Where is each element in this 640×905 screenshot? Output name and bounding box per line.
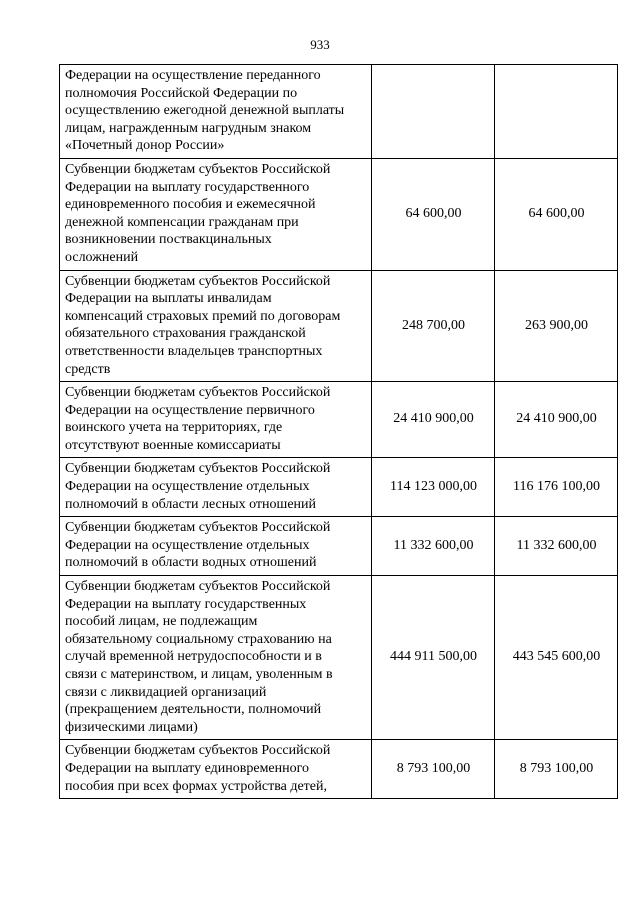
amount-year-2: 24 410 900,00: [495, 382, 618, 458]
description-line: связи с материнством, и лицам, уволенным в: [65, 667, 333, 682]
description-line: «Почетный донор России»: [65, 138, 225, 154]
amount-year-2: 11 332 600,00: [495, 517, 618, 576]
row-description: [60, 158, 372, 270]
budget-table-body: [60, 65, 618, 799]
description-line: случай временной нетрудоспособности и в: [65, 649, 322, 665]
description-line: Субвенции бюджетам субъектов Российской: [65, 461, 331, 477]
table-row: [60, 576, 618, 740]
description-line: (прекращением деятельности, полномочий: [65, 702, 322, 718]
description-line: связи с ликвидацией организаций: [65, 684, 267, 700]
description-line: Субвенции бюджетам субъектов Российской: [65, 161, 331, 177]
table-row: [60, 270, 618, 382]
amount-year-1: 24 410 900,00: [372, 382, 495, 458]
amount-year-2: 116 176 100,00: [495, 458, 618, 517]
description-line: воинского учета на территориях, где: [65, 420, 283, 436]
description-line: ответственности владельцев транспортных: [65, 343, 323, 359]
amount-year-2: 64 600,00: [495, 158, 618, 270]
description-line: Федерации на осуществление переданного: [65, 68, 321, 83]
description-line: пособия при всех формах устройства детей,: [65, 778, 328, 794]
description-line: Федерации на выплату государственного: [65, 179, 310, 195]
budget-table: [59, 64, 618, 799]
description-line: полномочия Российской Федерации по: [65, 85, 298, 101]
description-line: осложнений: [65, 249, 139, 265]
description-line: осуществлению ежегодной денежной выплаты: [65, 103, 345, 119]
table-row: [60, 458, 618, 517]
amount-year-2: 263 900,00: [495, 270, 618, 382]
description-line: обязательному социальному страхованию на: [65, 631, 332, 647]
amount-year-1: 11 332 600,00: [372, 517, 495, 576]
description-line: возникновении поствакцинальных: [65, 232, 272, 248]
description-line: полномочий в области лесных отношений: [65, 496, 317, 512]
amount-year-1: 248 700,00: [372, 270, 495, 382]
description-line: Федерации на осуществление первичного: [65, 402, 315, 418]
table-row: [60, 740, 618, 799]
row-description: [60, 458, 372, 517]
amount-year-1: 444 911 500,00: [372, 576, 495, 740]
amount-year-1: 114 123 000,00: [372, 458, 495, 517]
description-line: Субвенции бюджетам субъектов Российской: [65, 385, 331, 401]
description-line: полномочий в области водных отношений: [65, 555, 317, 571]
description-line: лицам, награжденным нагрудным знаком: [65, 120, 312, 136]
description-line: компенсаций страховых премий по договорам: [65, 308, 341, 324]
row-description: [60, 517, 372, 576]
row-description: [60, 740, 372, 799]
description-line: денежной компенсации гражданам при: [65, 214, 299, 230]
description-line: Федерации на осуществление отдельных: [65, 479, 310, 495]
description-line: средств: [65, 361, 111, 377]
description-line: пособий лицам, не подлежащим: [65, 614, 258, 630]
description-line: Федерации на выплату единовременного: [65, 760, 310, 776]
description-line: единовременного пособия и ежемесячной: [65, 197, 316, 213]
description-line: Субвенции бюджетам субъектов Российской: [65, 273, 331, 289]
table-row: [60, 382, 618, 458]
description-line: Субвенции бюджетам субъектов Российской: [65, 579, 331, 595]
description-line: Субвенции бюджетам субъектов Российской: [65, 743, 331, 759]
page-number: 933: [310, 37, 330, 52]
table-row: [60, 158, 618, 270]
amount-year-2: [495, 65, 618, 159]
description-line: Федерации на выплату государственных: [65, 596, 307, 612]
description-line: отсутствуют военные комиссариаты: [65, 437, 281, 453]
row-description: [60, 382, 372, 458]
table-row: [60, 65, 618, 159]
amount-year-1: [372, 65, 495, 159]
description-line: Федерации на выплаты инвалидам: [65, 291, 272, 307]
description-line: обязательного страхования гражданской: [65, 326, 306, 342]
amount-year-2: 8 793 100,00: [495, 740, 618, 799]
row-description: [60, 65, 372, 159]
table-row: [60, 517, 618, 576]
amount-year-1: 8 793 100,00: [372, 740, 495, 799]
description-line: физическими лицами): [65, 719, 198, 735]
amount-year-2: 443 545 600,00: [495, 576, 618, 740]
row-description: [60, 270, 372, 382]
amount-year-1: 64 600,00: [372, 158, 495, 270]
row-description: [60, 576, 372, 740]
description-line: Федерации на осуществление отдельных: [65, 537, 310, 553]
description-line: Субвенции бюджетам субъектов Российской: [65, 520, 331, 536]
